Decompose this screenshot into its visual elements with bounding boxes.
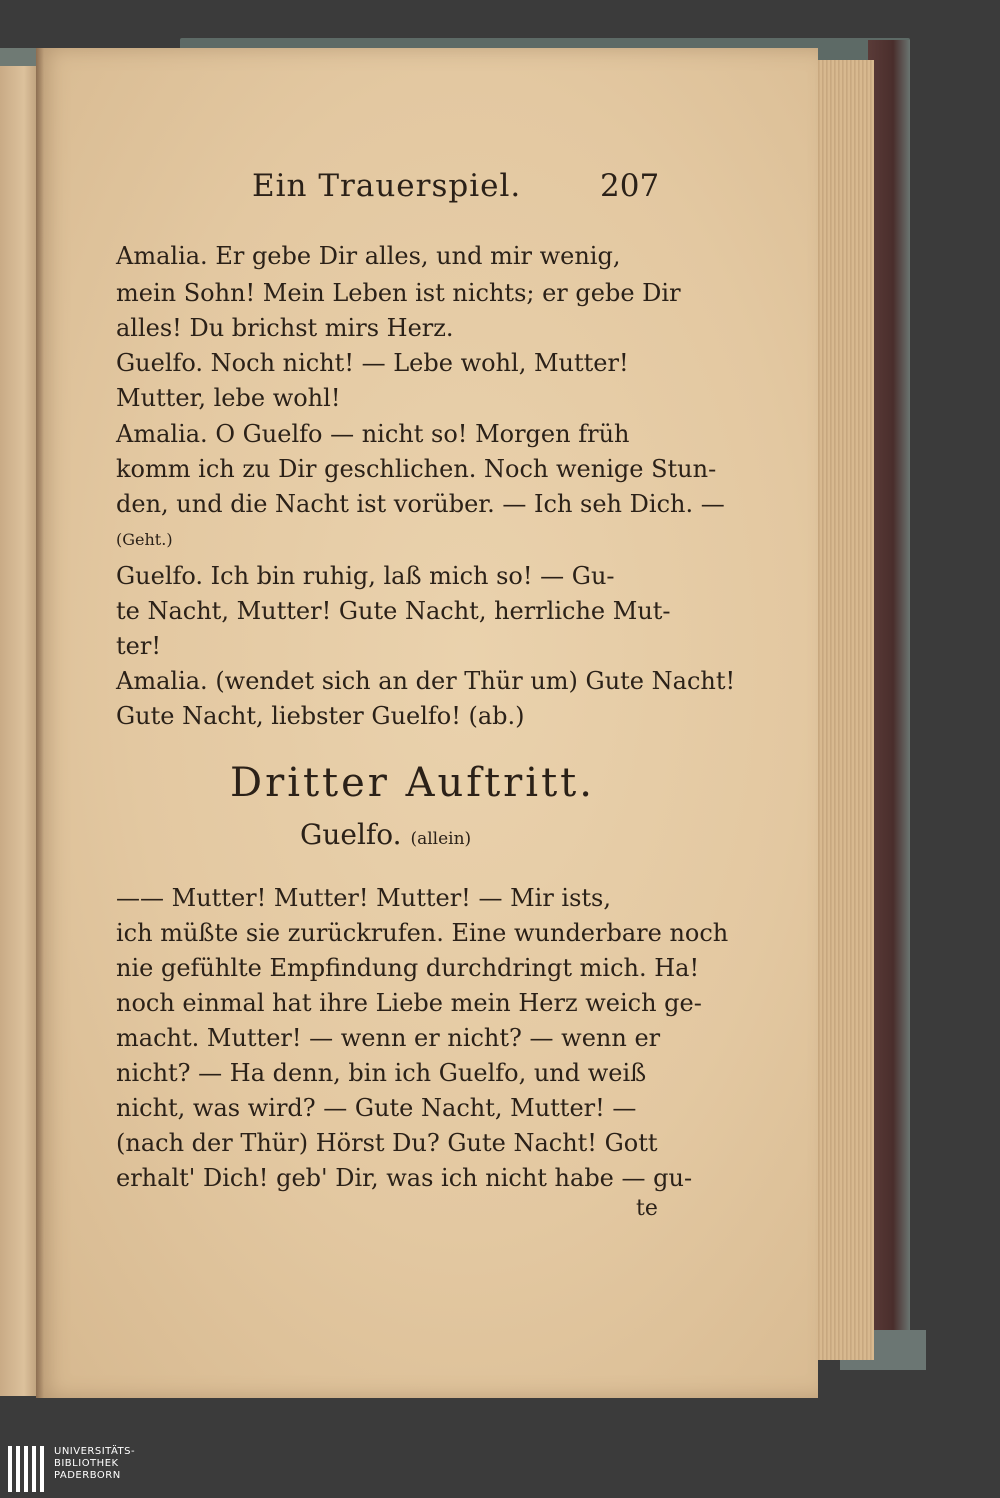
text-line: te Nacht, Mutter! Gute Nacht, herrliche Mut-: [116, 597, 671, 625]
text-line: mein Sohn! Mein Leben ist nichts; er gebe Dir: [116, 279, 681, 307]
text-line: —— Mutter! Mutter! Mutter! — Mir ists,: [116, 884, 611, 912]
text-line: Guelfo. Noch nicht! — Lebe wohl, Mutter!: [116, 349, 629, 377]
library-logo-text: UNIVERSITÄTS- BIBLIOTHEK PADERBORN: [54, 1446, 136, 1481]
text-line: komm ich zu Dir geschlichen. Noch wenige Stun-: [116, 455, 717, 483]
text-line: Amalia. (wendet sich an der Thür um) Gute Nacht!: [116, 667, 736, 695]
text-line: Mutter, lebe wohl!: [116, 384, 341, 412]
speaker-name: Guelfo.: [300, 818, 402, 851]
text-line: den, und die Nacht ist vorüber. — Ich seh Dich. —: [116, 490, 725, 518]
stage-direction: (Geht.): [116, 530, 173, 549]
text-line: Guelfo. Ich bin ruhig, laß mich so! — Gu-: [116, 562, 615, 590]
scene-heading: Dritter Auftritt.: [230, 760, 595, 806]
text-line: Gute Nacht, liebster Guelfo! (ab.): [116, 702, 525, 730]
library-logo: [0, 1440, 200, 1498]
text-line: (nach der Thür) Hörst Du? Gute Nacht! Gott: [116, 1129, 658, 1157]
catchword: te: [636, 1196, 658, 1221]
book-cover-right: [868, 40, 910, 1370]
page-edges: [812, 60, 874, 1360]
text-line: macht. Mutter! — wenn er nicht? — wenn er: [116, 1024, 661, 1052]
library-logo-icon: [8, 1446, 46, 1492]
stage-direction: (allein): [410, 829, 472, 849]
running-header: Ein Trauerspiel.: [252, 168, 522, 204]
text-line: alles! Du brichst mirs Herz.: [116, 314, 454, 342]
text-line: Amalia. O Guelfo — nicht so! Morgen früh: [116, 420, 630, 448]
text-line: noch einmal hat ihre Liebe mein Herz weich ge-: [116, 989, 702, 1017]
text-line: nicht? — Ha denn, bin ich Guelfo, und weiß: [116, 1059, 647, 1087]
text-line: Amalia. Er gebe Dir alles, und mir wenig,: [116, 242, 621, 270]
page-gutter-shadow: [36, 48, 44, 1398]
left-page-edge: [0, 66, 40, 1396]
text-line: nicht, was wird? — Gute Nacht, Mutter! —: [116, 1094, 637, 1122]
page-number: 207: [600, 168, 660, 204]
text-line: ter!: [116, 632, 161, 660]
scene-speaker: [300, 818, 471, 851]
text-line: nie gefühlte Empfindung durchdringt mich. Ha!: [116, 954, 700, 982]
text-line: ich müßte sie zurückrufen. Eine wunderbare noch: [116, 919, 729, 947]
text-line: erhalt' Dich! geb' Dir, was ich nicht habe — gu-: [116, 1164, 693, 1192]
